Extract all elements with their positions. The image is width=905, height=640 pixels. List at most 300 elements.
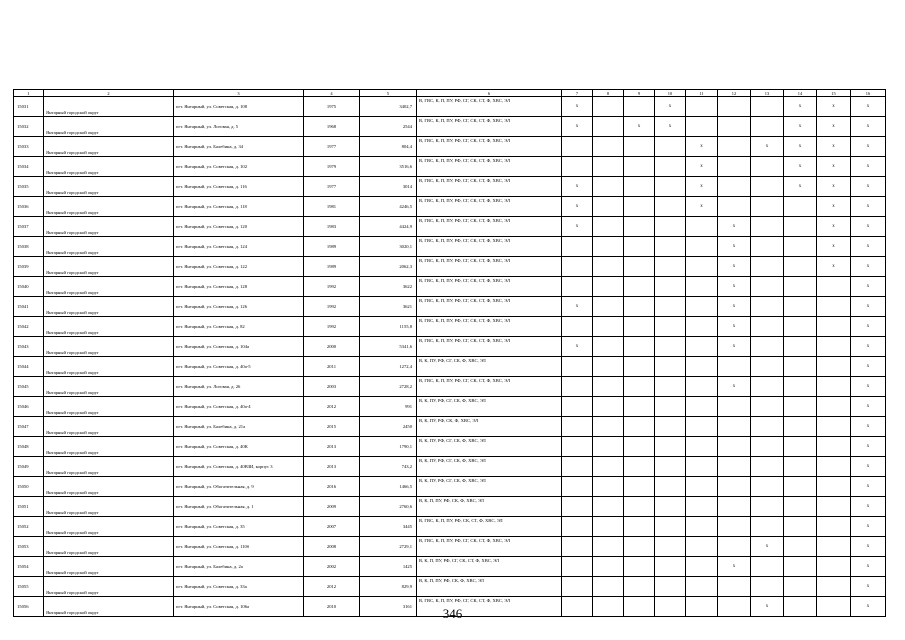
work-mark-col-10 bbox=[655, 397, 686, 417]
work-mark-col-15: х bbox=[817, 257, 851, 277]
work-mark-col-12 bbox=[718, 437, 751, 457]
work-mark-col-9 bbox=[624, 377, 655, 397]
work-mark-col-14 bbox=[784, 237, 817, 257]
work-mark-col-8 bbox=[593, 257, 624, 277]
services-list: В, ГВС, К, П, ПУ, РФ, СГ, СК, СТ, Ф, ХВС, ЭЛ bbox=[417, 177, 562, 197]
building-area: 829,9 bbox=[360, 577, 417, 597]
work-mark-col-13 bbox=[751, 117, 784, 137]
object-code: 15031 bbox=[14, 97, 44, 117]
work-mark-col-7 bbox=[562, 317, 593, 337]
work-mark-col-12 bbox=[718, 397, 751, 417]
work-mark-col-14 bbox=[784, 437, 817, 457]
building-address: пгт. Янтарный, ул. Балебина, д. 34 bbox=[174, 137, 304, 157]
building-address: пгт. Янтарный, ул. Советская, д. 106а bbox=[174, 597, 304, 617]
work-mark-col-14 bbox=[784, 417, 817, 437]
work-mark-col-7 bbox=[562, 537, 593, 557]
work-mark-col-14 bbox=[784, 257, 817, 277]
building-area: 743,2 bbox=[360, 457, 417, 477]
building-area: 4424,9 bbox=[360, 217, 417, 237]
building-address: пгт. Янтарный, ул. Советская, д. 128 bbox=[174, 277, 304, 297]
building-address: пгт. Янтарный, ул. Советская, д. 124 bbox=[174, 237, 304, 257]
column-number-4: 4 bbox=[304, 90, 360, 97]
object-code: 15050 bbox=[14, 477, 44, 497]
services-list: В, К, ПУ, РФ, СГ, СК, Ф, ХВС, ЭЛ bbox=[417, 357, 562, 377]
object-code: 15052 bbox=[14, 517, 44, 537]
municipality-name: Янтарный городской округ bbox=[44, 597, 174, 617]
work-mark-col-15 bbox=[817, 537, 851, 557]
work-mark-col-16: х bbox=[851, 517, 886, 537]
work-mark-col-11 bbox=[686, 337, 718, 357]
building-address: пгт. Янтарный, ул. Логовая, д. 26 bbox=[174, 377, 304, 397]
column-number-row bbox=[14, 90, 886, 97]
municipality-name: Янтарный городской округ bbox=[44, 397, 174, 417]
building-address: пгт. Янтарный, ул. Балебина, д. 21а bbox=[174, 417, 304, 437]
services-list: В, ГВС, К, П, ПУ, РФ, СГ, СК, СТ, Ф, ХВС, ЭЛ bbox=[417, 337, 562, 357]
work-mark-col-16: х bbox=[851, 497, 886, 517]
column-number-12: 12 bbox=[718, 90, 751, 97]
construction-year: 1983 bbox=[304, 217, 360, 237]
building-address: пгт. Янтарный, ул. Советская, д. 40а-5 bbox=[174, 357, 304, 377]
work-mark-col-12 bbox=[718, 137, 751, 157]
services-list: В, ГВС, К, П, ПУ, РФ, СГ, СК, СТ, Ф, ХВС, ЭЛ bbox=[417, 537, 562, 557]
column-number-14: 14 bbox=[784, 90, 817, 97]
municipality-name: Янтарный городской округ bbox=[44, 257, 174, 277]
table-row bbox=[14, 537, 886, 557]
building-address: пгт. Янтарный, ул. Советская, д. 82 bbox=[174, 317, 304, 337]
work-mark-col-12: х bbox=[718, 557, 751, 577]
work-mark-col-7 bbox=[562, 437, 593, 457]
work-mark-col-12: х bbox=[718, 277, 751, 297]
services-list: В, К, П, ПУ, РФ, СК, Ф, ХВС, ЭЛ bbox=[417, 497, 562, 517]
work-mark-col-8 bbox=[593, 117, 624, 137]
object-code: 15043 bbox=[14, 337, 44, 357]
work-mark-col-15 bbox=[817, 517, 851, 537]
table-row bbox=[14, 517, 886, 537]
table-row bbox=[14, 377, 886, 397]
work-mark-col-10 bbox=[655, 417, 686, 437]
work-mark-col-8 bbox=[593, 417, 624, 437]
work-mark-col-13 bbox=[751, 497, 784, 517]
work-mark-col-7 bbox=[562, 477, 593, 497]
work-mark-col-16: х bbox=[851, 377, 886, 397]
construction-year: 2015 bbox=[304, 417, 360, 437]
work-mark-col-12 bbox=[718, 177, 751, 197]
construction-year: 2003 bbox=[304, 377, 360, 397]
work-mark-col-9 bbox=[624, 477, 655, 497]
work-mark-col-12 bbox=[718, 117, 751, 137]
work-mark-col-14 bbox=[784, 497, 817, 517]
work-mark-col-7 bbox=[562, 517, 593, 537]
work-mark-col-8 bbox=[593, 317, 624, 337]
work-mark-col-7: х bbox=[562, 117, 593, 137]
work-mark-col-16: х bbox=[851, 337, 886, 357]
building-area: 5341,6 bbox=[360, 337, 417, 357]
table-row bbox=[14, 177, 886, 197]
building-address: пгт. Янтарный, ул. Советская, д. 110б bbox=[174, 537, 304, 557]
work-mark-col-16: х bbox=[851, 457, 886, 477]
work-mark-col-13 bbox=[751, 297, 784, 317]
work-mark-col-11 bbox=[686, 557, 718, 577]
work-mark-col-11 bbox=[686, 397, 718, 417]
work-mark-col-8 bbox=[593, 517, 624, 537]
services-list: В, К, П, ПУ, РФ, СК, Ф, ХВС, ЭЛ bbox=[417, 577, 562, 597]
municipality-name: Янтарный городской округ bbox=[44, 277, 174, 297]
building-area: 804,4 bbox=[360, 137, 417, 157]
work-mark-col-16: х bbox=[851, 577, 886, 597]
work-mark-col-9 bbox=[624, 257, 655, 277]
construction-year: 1977 bbox=[304, 137, 360, 157]
work-mark-col-16: х bbox=[851, 117, 886, 137]
work-mark-col-8 bbox=[593, 177, 624, 197]
object-code: 15032 bbox=[14, 117, 44, 137]
work-mark-col-10 bbox=[655, 497, 686, 517]
object-code: 15035 bbox=[14, 177, 44, 197]
work-mark-col-11: х bbox=[686, 137, 718, 157]
work-mark-col-9 bbox=[624, 197, 655, 217]
municipality-name: Янтарный городской округ bbox=[44, 337, 174, 357]
housing-register-table bbox=[13, 89, 886, 617]
work-mark-col-8 bbox=[593, 337, 624, 357]
work-mark-col-13 bbox=[751, 317, 784, 337]
work-mark-col-15 bbox=[817, 437, 851, 457]
table-body bbox=[14, 90, 886, 617]
work-mark-col-10 bbox=[655, 337, 686, 357]
work-mark-col-14 bbox=[784, 337, 817, 357]
work-mark-col-10 bbox=[655, 157, 686, 177]
work-mark-col-11 bbox=[686, 277, 718, 297]
work-mark-col-10 bbox=[655, 217, 686, 237]
column-number-3: 3 bbox=[174, 90, 304, 97]
work-mark-col-13 bbox=[751, 277, 784, 297]
municipality-name: Янтарный городской округ bbox=[44, 477, 174, 497]
municipality-name: Янтарный городской округ bbox=[44, 157, 174, 177]
services-list: В, ГВС, К, П, ПУ, РФ, СГ, СК, СТ, Ф, ХВС, ЭЛ bbox=[417, 137, 562, 157]
services-list: В, ГВС, К, П, ПУ, РФ, СК, СТ, Ф, ХВС, ЭЛ bbox=[417, 517, 562, 537]
work-mark-col-12 bbox=[718, 517, 751, 537]
municipality-name: Янтарный городской округ bbox=[44, 357, 174, 377]
work-mark-col-15 bbox=[817, 557, 851, 577]
work-mark-col-7: х bbox=[562, 97, 593, 117]
work-mark-col-10 bbox=[655, 357, 686, 377]
work-mark-col-12 bbox=[718, 97, 751, 117]
construction-year: 1977 bbox=[304, 177, 360, 197]
construction-year: 1968 bbox=[304, 117, 360, 137]
municipality-name: Янтарный городской округ bbox=[44, 377, 174, 397]
municipality-name: Янтарный городской округ bbox=[44, 197, 174, 217]
column-number-5: 5 bbox=[360, 90, 417, 97]
work-mark-col-11 bbox=[686, 477, 718, 497]
work-mark-col-12 bbox=[718, 577, 751, 597]
building-area: 3402,7 bbox=[360, 97, 417, 117]
building-area: 2544 bbox=[360, 117, 417, 137]
work-mark-col-9 bbox=[624, 297, 655, 317]
services-list: В, ГВС, К, П, ПУ, РФ, СГ, СК, СТ, Ф, ХВС, ЭЛ bbox=[417, 277, 562, 297]
work-mark-col-12: х bbox=[718, 237, 751, 257]
object-code: 15044 bbox=[14, 357, 44, 377]
services-list: В, ГВС, К, П, ПУ, РФ, СГ, СК, СТ, Ф, ХВС, ЭЛ bbox=[417, 197, 562, 217]
table-row bbox=[14, 337, 886, 357]
work-mark-col-8 bbox=[593, 577, 624, 597]
work-mark-col-11 bbox=[686, 257, 718, 277]
building-area: 3445 bbox=[360, 517, 417, 537]
work-mark-col-10 bbox=[655, 137, 686, 157]
building-address: пгт. Янтарный, ул. Советская, д. 102 bbox=[174, 157, 304, 177]
work-mark-col-11 bbox=[686, 517, 718, 537]
work-mark-col-8 bbox=[593, 377, 624, 397]
work-mark-col-8 bbox=[593, 277, 624, 297]
construction-year: 2012 bbox=[304, 577, 360, 597]
work-mark-col-14 bbox=[784, 457, 817, 477]
work-mark-col-8 bbox=[593, 497, 624, 517]
work-mark-col-15 bbox=[817, 317, 851, 337]
work-mark-col-9 bbox=[624, 577, 655, 597]
work-mark-col-8 bbox=[593, 397, 624, 417]
municipality-name: Янтарный городской округ bbox=[44, 437, 174, 457]
work-mark-col-10 bbox=[655, 477, 686, 497]
services-list: В, К, П, ПУ, РФ, СГ, СК, СТ, Ф, ХВС, ЭЛ bbox=[417, 557, 562, 577]
building-area: 3161 bbox=[360, 597, 417, 617]
work-mark-col-14 bbox=[784, 197, 817, 217]
building-address: пгт. Янтарный, ул. Советская, д. 122 bbox=[174, 257, 304, 277]
construction-year: 1992 bbox=[304, 277, 360, 297]
object-code: 15053 bbox=[14, 537, 44, 557]
work-mark-col-11 bbox=[686, 297, 718, 317]
work-mark-col-15: х bbox=[817, 157, 851, 177]
construction-year: 1992 bbox=[304, 297, 360, 317]
work-mark-col-16: х bbox=[851, 277, 886, 297]
work-mark-col-15 bbox=[817, 457, 851, 477]
municipality-name: Янтарный городской округ bbox=[44, 517, 174, 537]
work-mark-col-11 bbox=[686, 237, 718, 257]
work-mark-col-13: х bbox=[751, 597, 784, 617]
work-mark-col-9 bbox=[624, 557, 655, 577]
municipality-name: Янтарный городской округ bbox=[44, 177, 174, 197]
construction-year: 2012 bbox=[304, 397, 360, 417]
object-code: 15036 bbox=[14, 197, 44, 217]
work-mark-col-16: х bbox=[851, 557, 886, 577]
work-mark-col-7 bbox=[562, 377, 593, 397]
building-area: 2062,3 bbox=[360, 257, 417, 277]
municipality-name: Янтарный городской округ bbox=[44, 417, 174, 437]
work-mark-col-9 bbox=[624, 177, 655, 197]
table-row bbox=[14, 497, 886, 517]
work-mark-col-8 bbox=[593, 477, 624, 497]
object-code: 15046 bbox=[14, 397, 44, 417]
table-row bbox=[14, 157, 886, 177]
work-mark-col-9: х bbox=[624, 117, 655, 137]
work-mark-col-7 bbox=[562, 457, 593, 477]
work-mark-col-7: х bbox=[562, 177, 593, 197]
table-row bbox=[14, 577, 886, 597]
work-mark-col-15 bbox=[817, 497, 851, 517]
work-mark-col-11 bbox=[686, 417, 718, 437]
services-list: В, ГВС, К, П, ПУ, РФ, СГ, СК, СТ, Ф, ХВС, ЭЛ bbox=[417, 157, 562, 177]
table-row bbox=[14, 217, 886, 237]
work-mark-col-12 bbox=[718, 157, 751, 177]
municipality-name: Янтарный городской округ bbox=[44, 537, 174, 557]
work-mark-col-13 bbox=[751, 457, 784, 477]
services-list: В, ГВС, К, П, ПУ, РФ, СГ, СК, СТ, Ф, ХВС, ЭЛ bbox=[417, 597, 562, 617]
work-mark-col-9 bbox=[624, 337, 655, 357]
table-row bbox=[14, 477, 886, 497]
work-mark-col-14 bbox=[784, 357, 817, 377]
work-mark-col-12: х bbox=[718, 337, 751, 357]
municipality-name: Янтарный городской округ bbox=[44, 497, 174, 517]
building-area: 1466,5 bbox=[360, 477, 417, 497]
column-number-16: 16 bbox=[851, 90, 886, 97]
work-mark-col-11 bbox=[686, 217, 718, 237]
work-mark-col-12: х bbox=[718, 217, 751, 237]
building-area: 991 bbox=[360, 397, 417, 417]
building-area: 3621 bbox=[360, 297, 417, 317]
work-mark-col-12: х bbox=[718, 317, 751, 337]
construction-year: 2013 bbox=[304, 457, 360, 477]
work-mark-col-11 bbox=[686, 457, 718, 477]
table-row bbox=[14, 97, 886, 117]
page-number: 346 bbox=[442, 606, 463, 621]
municipality-name: Янтарный городской округ bbox=[44, 97, 174, 117]
work-mark-col-14 bbox=[784, 477, 817, 497]
object-code: 15051 bbox=[14, 497, 44, 517]
construction-year: 2009 bbox=[304, 497, 360, 517]
work-mark-col-14 bbox=[784, 317, 817, 337]
work-mark-col-8 bbox=[593, 97, 624, 117]
work-mark-col-13 bbox=[751, 157, 784, 177]
work-mark-col-15: х bbox=[817, 197, 851, 217]
work-mark-col-8 bbox=[593, 137, 624, 157]
services-list: В, К, ПУ, РФ, СГ, СК, Ф, ХВС, ЭЛ bbox=[417, 437, 562, 457]
column-number-9: 9 bbox=[624, 90, 655, 97]
work-mark-col-11: х bbox=[686, 177, 718, 197]
building-address: пгт. Янтарный, ул. Советская, д. 104а bbox=[174, 337, 304, 357]
work-mark-col-15 bbox=[817, 337, 851, 357]
work-mark-col-15 bbox=[817, 357, 851, 377]
work-mark-col-10 bbox=[655, 517, 686, 537]
work-mark-col-10 bbox=[655, 377, 686, 397]
work-mark-col-10 bbox=[655, 317, 686, 337]
work-mark-col-8 bbox=[593, 197, 624, 217]
work-mark-col-15 bbox=[817, 377, 851, 397]
work-mark-col-8 bbox=[593, 437, 624, 457]
work-mark-col-12: х bbox=[718, 257, 751, 277]
work-mark-col-14 bbox=[784, 517, 817, 537]
work-mark-col-13 bbox=[751, 557, 784, 577]
work-mark-col-9 bbox=[624, 397, 655, 417]
work-mark-col-10: х bbox=[655, 97, 686, 117]
work-mark-col-9 bbox=[624, 357, 655, 377]
table-row bbox=[14, 277, 886, 297]
work-mark-col-16: х bbox=[851, 397, 886, 417]
table-row bbox=[14, 417, 886, 437]
work-mark-col-16: х bbox=[851, 317, 886, 337]
table-row bbox=[14, 257, 886, 277]
work-mark-col-10 bbox=[655, 297, 686, 317]
work-mark-col-7 bbox=[562, 137, 593, 157]
work-mark-col-16: х bbox=[851, 597, 886, 617]
work-mark-col-8 bbox=[593, 457, 624, 477]
construction-year: 2011 bbox=[304, 357, 360, 377]
services-list: В, ГВС, К, П, ПУ, РФ, СГ, СК, СТ, Ф, ХВС, ЭЛ bbox=[417, 217, 562, 237]
table-row bbox=[14, 117, 886, 137]
object-code: 15039 bbox=[14, 257, 44, 277]
services-list: В, К, ПУ, РФ, СГ, СК, Ф, ХВС, ЭЛ bbox=[417, 457, 562, 477]
object-code: 15055 bbox=[14, 577, 44, 597]
municipality-name: Янтарный городской округ bbox=[44, 237, 174, 257]
work-mark-col-16: х bbox=[851, 177, 886, 197]
work-mark-col-7: х bbox=[562, 217, 593, 237]
building-address: пгт. Янтарный, ул. Обогатительная, д. 1 bbox=[174, 497, 304, 517]
work-mark-col-9 bbox=[624, 497, 655, 517]
work-mark-col-9 bbox=[624, 137, 655, 157]
work-mark-col-13 bbox=[751, 337, 784, 357]
column-number-11: 11 bbox=[686, 90, 718, 97]
table-row bbox=[14, 197, 886, 217]
object-code: 15041 bbox=[14, 297, 44, 317]
work-mark-col-10: х bbox=[655, 117, 686, 137]
work-mark-col-7: х bbox=[562, 197, 593, 217]
construction-year: 2010 bbox=[304, 597, 360, 617]
work-mark-col-11 bbox=[686, 577, 718, 597]
column-number-1: 1 bbox=[14, 90, 44, 97]
work-mark-col-9 bbox=[624, 97, 655, 117]
work-mark-col-15: х bbox=[817, 137, 851, 157]
construction-year: 2000 bbox=[304, 337, 360, 357]
column-number-13: 13 bbox=[751, 90, 784, 97]
work-mark-col-13 bbox=[751, 177, 784, 197]
work-mark-col-15: х bbox=[817, 97, 851, 117]
work-mark-col-13 bbox=[751, 257, 784, 277]
object-code: 15034 bbox=[14, 157, 44, 177]
work-mark-col-8 bbox=[593, 557, 624, 577]
work-mark-col-14: х bbox=[784, 157, 817, 177]
work-mark-col-16: х bbox=[851, 257, 886, 277]
work-mark-col-15: х bbox=[817, 237, 851, 257]
services-list: В, К, ПУ, РФ, СГ, СК, Ф, ХВС, ЭЛ bbox=[417, 397, 562, 417]
construction-year: 1979 bbox=[304, 157, 360, 177]
work-mark-col-11 bbox=[686, 377, 718, 397]
work-mark-col-14: х bbox=[784, 177, 817, 197]
work-mark-col-14 bbox=[784, 397, 817, 417]
construction-year: 2013 bbox=[304, 437, 360, 457]
building-address: пгт. Янтарный, ул. Советская, д. 40ВЗИ, корпус 3 bbox=[174, 457, 304, 477]
construction-year: 1981 bbox=[304, 197, 360, 217]
work-mark-col-9 bbox=[624, 317, 655, 337]
work-mark-col-13 bbox=[751, 197, 784, 217]
work-mark-col-10 bbox=[655, 457, 686, 477]
work-mark-col-11 bbox=[686, 357, 718, 377]
work-mark-col-12 bbox=[718, 357, 751, 377]
object-code: 15037 bbox=[14, 217, 44, 237]
object-code: 15054 bbox=[14, 557, 44, 577]
work-mark-col-15 bbox=[817, 477, 851, 497]
work-mark-col-9 bbox=[624, 417, 655, 437]
work-mark-col-14: х bbox=[784, 97, 817, 117]
data-table-sheet bbox=[13, 89, 871, 617]
work-mark-col-11 bbox=[686, 97, 718, 117]
work-mark-col-7 bbox=[562, 397, 593, 417]
object-code: 15040 bbox=[14, 277, 44, 297]
services-list: В, ГВС, К, П, ПУ, РФ, СГ, СК, СТ, Ф, ХВС, ЭЛ bbox=[417, 237, 562, 257]
building-address: пгт. Янтарный, ул. Советская, д. 120 bbox=[174, 217, 304, 237]
work-mark-col-10 bbox=[655, 577, 686, 597]
construction-year: 2016 bbox=[304, 477, 360, 497]
work-mark-col-7 bbox=[562, 357, 593, 377]
column-number-7: 7 bbox=[562, 90, 593, 97]
work-mark-col-13 bbox=[751, 437, 784, 457]
object-code: 15045 bbox=[14, 377, 44, 397]
work-mark-col-14 bbox=[784, 297, 817, 317]
work-mark-col-8 bbox=[593, 157, 624, 177]
